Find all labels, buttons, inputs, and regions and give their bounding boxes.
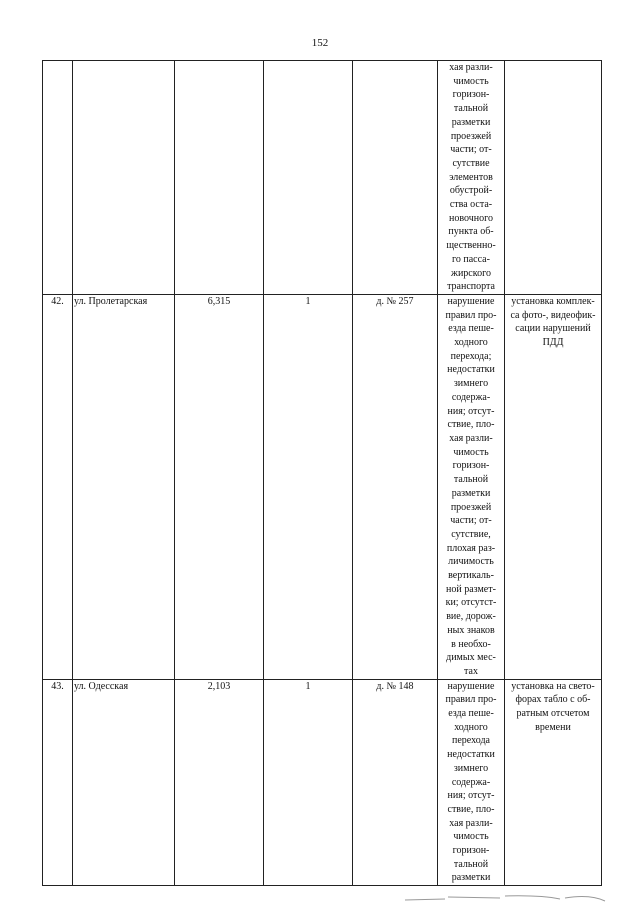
table-row-continuation bbox=[43, 61, 602, 295]
text-line: тах bbox=[464, 665, 478, 677]
text-line: разметки bbox=[451, 872, 491, 884]
text-line: ходного bbox=[454, 721, 488, 733]
text-line: перехода; bbox=[450, 350, 492, 362]
text-line: новочного bbox=[449, 212, 493, 224]
text-line: горизон- bbox=[452, 845, 490, 857]
text-line: личимость bbox=[448, 556, 494, 568]
text-line: сутствие, bbox=[451, 528, 491, 540]
cell-distance: 2,103 bbox=[175, 679, 264, 886]
text-line: нарушение bbox=[447, 680, 495, 692]
cell-reason bbox=[438, 61, 505, 295]
cell-count bbox=[264, 61, 353, 295]
text-line: нарушение bbox=[447, 295, 495, 307]
text-line: хая разли- bbox=[449, 817, 493, 829]
text-line: ния; отсут- bbox=[447, 405, 495, 417]
text-line: тальной bbox=[453, 103, 489, 115]
text-line: сутствие bbox=[452, 157, 490, 169]
text-line: части; от- bbox=[450, 144, 492, 156]
text-line: тальной bbox=[453, 474, 489, 486]
cell-place bbox=[353, 61, 438, 295]
text-line: проезжей bbox=[450, 501, 492, 513]
text-line: ходного bbox=[454, 337, 488, 349]
cell-distance: 6,315 bbox=[175, 294, 264, 679]
text-line: установка на свето- bbox=[511, 680, 595, 692]
cell-place: д. № 257 bbox=[353, 294, 438, 679]
cell-count: 1 bbox=[264, 679, 353, 886]
text-line: чимость bbox=[453, 446, 489, 458]
text-line: хая разли- bbox=[449, 432, 493, 444]
text-line: сации нарушений bbox=[515, 323, 591, 335]
cell-place: д. № 148 bbox=[353, 679, 438, 886]
text-line: недостатки bbox=[447, 749, 495, 761]
text-line: ной размет- bbox=[446, 583, 496, 595]
text-line: транспорта bbox=[447, 281, 495, 293]
text-line: чимость bbox=[453, 831, 489, 843]
text-line: езда пеше- bbox=[448, 708, 494, 720]
cell-reason bbox=[438, 294, 505, 679]
text-line: разметки bbox=[451, 487, 491, 499]
text-line: ных знаков bbox=[447, 624, 495, 636]
cell-measure bbox=[505, 294, 602, 679]
cell-street: ул. Одесская bbox=[73, 679, 175, 886]
text-line: форах табло с об- bbox=[515, 694, 591, 706]
text-line: недостатки bbox=[447, 364, 495, 376]
text-line: горизон- bbox=[452, 460, 490, 472]
text-line: димых мес- bbox=[446, 652, 496, 664]
text-line: правил про- bbox=[445, 309, 497, 321]
cell-measure bbox=[505, 61, 602, 295]
text-line: пункта об- bbox=[448, 226, 494, 238]
cell-measure bbox=[505, 679, 602, 886]
scan-signature-mark bbox=[0, 893, 640, 905]
text-line: хая разли- bbox=[449, 62, 493, 73]
text-line: плохая раз- bbox=[446, 542, 496, 554]
text-line: в необхо- bbox=[451, 638, 491, 650]
text-line: жирского bbox=[451, 267, 491, 279]
cell-count: 1 bbox=[264, 294, 353, 679]
text-line: зимнего bbox=[453, 762, 489, 774]
text-line: езда пеше- bbox=[448, 323, 494, 335]
cell-num: 43. bbox=[43, 679, 73, 886]
incidents-table bbox=[42, 60, 602, 886]
text-line: ки; отсутст- bbox=[445, 597, 497, 609]
table-row bbox=[43, 679, 602, 886]
text-line: разметки bbox=[451, 116, 491, 128]
cell-num: 42. bbox=[43, 294, 73, 679]
cell-num bbox=[43, 61, 73, 295]
text-line: содержа- bbox=[451, 776, 491, 788]
text-line: чимость bbox=[453, 75, 489, 87]
text-line: ратным отсчетом bbox=[516, 708, 590, 720]
cell-street: ул. Пролетарская bbox=[73, 294, 175, 679]
text-line: са фото-, видеофик- bbox=[510, 309, 596, 321]
text-line: ства оста- bbox=[449, 199, 493, 211]
text-line: проезжей bbox=[450, 130, 492, 142]
text-line: содержа- bbox=[451, 391, 491, 403]
text-line: тальной bbox=[453, 858, 489, 870]
text-line: вие, дорож- bbox=[446, 611, 496, 623]
text-line: обустрой- bbox=[449, 185, 493, 197]
text-line: элементов bbox=[449, 171, 493, 183]
text-line: ствие, пло- bbox=[447, 419, 495, 431]
text-line: ния; отсут- bbox=[447, 790, 495, 802]
text-line: перехода bbox=[452, 735, 490, 747]
text-line: времени bbox=[535, 721, 571, 733]
text-line: вертикаль- bbox=[448, 570, 494, 582]
text-line: горизон- bbox=[452, 89, 490, 101]
table-row bbox=[43, 294, 602, 679]
text-line: части; от- bbox=[450, 515, 492, 527]
text-line: го пасса- bbox=[452, 253, 490, 265]
cell-reason bbox=[438, 679, 505, 886]
text-line: ПДД bbox=[542, 337, 564, 349]
cell-distance bbox=[175, 61, 264, 295]
text-line: установка комплек- bbox=[511, 295, 595, 307]
text-line: щественно- bbox=[446, 240, 496, 252]
cell-street bbox=[73, 61, 175, 295]
text-line: ствие, пло- bbox=[447, 803, 495, 815]
text-line: зимнего bbox=[453, 378, 489, 390]
page-number: 152 bbox=[311, 37, 329, 49]
text-line: правил про- bbox=[445, 694, 497, 706]
